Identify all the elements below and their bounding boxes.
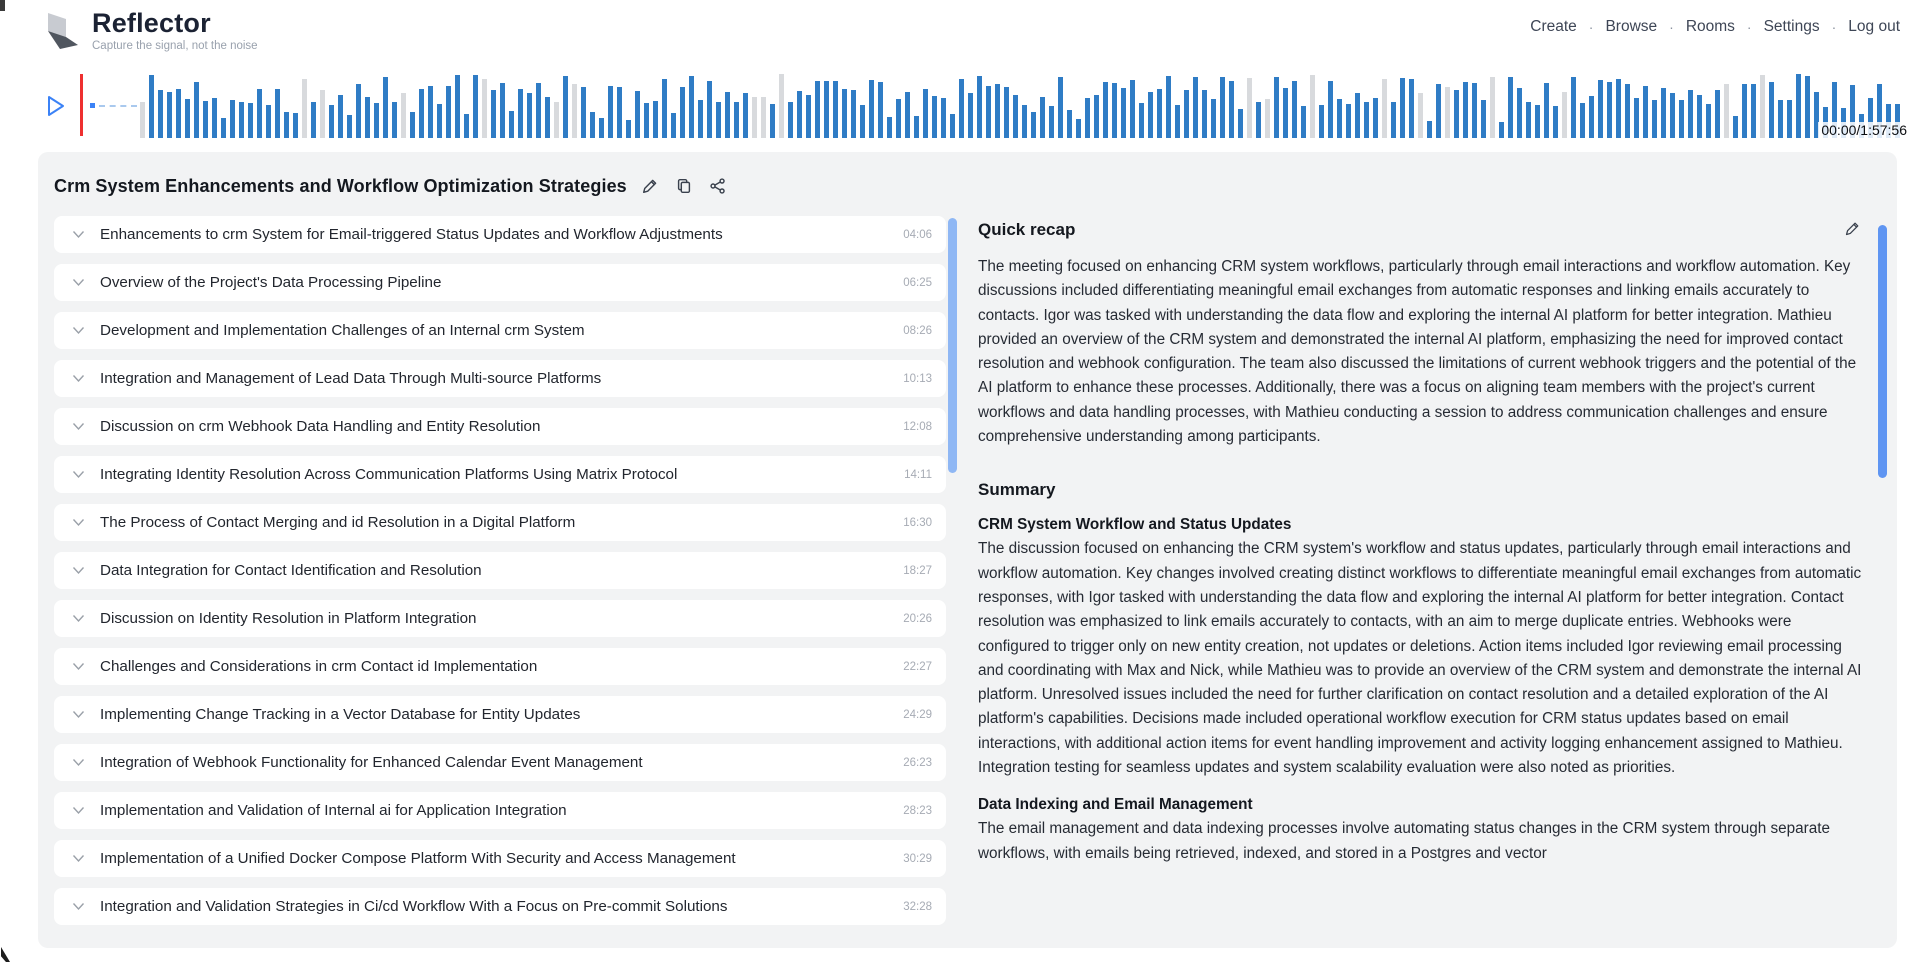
waveform-bar [347, 115, 352, 138]
waveform-bar [1454, 90, 1459, 138]
waveform-bar [779, 74, 784, 138]
waveform-bar [1058, 77, 1063, 138]
waveform-bar [1031, 112, 1036, 138]
waveform-bar [491, 90, 496, 138]
waveform-bar [1184, 90, 1189, 138]
waveform-bar [1481, 100, 1486, 138]
time-display: 00:00/1:57:56 [1818, 122, 1910, 138]
topic-row[interactable] [54, 648, 946, 685]
waveform-bar [653, 101, 658, 138]
waveform-bar [1517, 88, 1522, 138]
topic-timestamp: 04:06 [903, 228, 932, 241]
waveform-bar [419, 89, 424, 138]
waveform-bar [716, 102, 721, 138]
quick-recap-heading: Quick recap [978, 220, 1076, 239]
chevron-down-icon [72, 230, 85, 239]
topic-row[interactable] [54, 312, 946, 349]
waveform-bar [302, 79, 307, 138]
chevron-down-icon [72, 902, 85, 911]
waveform-bar [1391, 102, 1396, 138]
waveform-bar [1562, 92, 1567, 138]
waveform-bar [1202, 90, 1207, 138]
topic-title: Integration and Validation Strategies in Ci/cd Workflow With a Focus on Pre-commit Solutions [100, 898, 728, 915]
waveform-bar [842, 89, 847, 138]
waveform-bar [455, 75, 460, 138]
waveform-bar [1265, 99, 1270, 138]
waveform-bar [1337, 99, 1342, 138]
waveform-bar [833, 81, 838, 138]
waveform-bar [860, 105, 865, 138]
waveform-bar [185, 99, 190, 138]
waveform-bar [230, 100, 235, 138]
waveform-bar [959, 79, 964, 138]
waveform-bar [689, 76, 694, 138]
waveform-bar [1013, 95, 1018, 138]
waveform-bar [1121, 88, 1126, 138]
waveform-bar [1283, 88, 1288, 138]
waveform-bar [203, 101, 208, 138]
waveform-bar [1211, 99, 1216, 138]
waveform-bar [1706, 104, 1711, 138]
waveform-bar [815, 81, 820, 138]
edit-summary-button[interactable] [1844, 220, 1862, 238]
waveform-bar [923, 89, 928, 138]
waveform-bar [1076, 119, 1081, 138]
waveform-bar [1364, 102, 1369, 138]
waveform-bar [1445, 87, 1450, 138]
waveform-bar [1139, 103, 1144, 138]
section-heading: Data Indexing and Email Management [978, 796, 1253, 814]
chevron-down-icon [72, 326, 85, 335]
waveform-bar [1355, 93, 1360, 138]
waveform-bar [563, 76, 568, 138]
waveform-bar [797, 91, 802, 138]
waveform-bar [1292, 81, 1297, 138]
waveform-bar [698, 100, 703, 138]
section-text: The email management and data indexing processes involve automating status changes in the CRM system through separate workflows, with emails being retrieved, indexed, and stored in a Postgres and vector [978, 820, 1831, 862]
waveform-bar [707, 81, 712, 138]
waveform-bar [752, 97, 757, 138]
waveform-bar [914, 116, 919, 138]
topic-row[interactable] [54, 456, 946, 493]
brand [36, 8, 258, 54]
topic-timestamp: 26:23 [903, 756, 932, 769]
screen-artifact [1, 947, 10, 962]
waveform-bar [968, 93, 973, 138]
waveform-bar [527, 93, 532, 138]
quick-recap-text: The meeting focused on enhancing CRM system workflows, particularly through email interactions and workflow automation. Key discussions included differentiating meaningful email exchanges from automatic responses and linking emails accurately to contacts. Igor was tasked with understanding the data flow and exploring the internal AI platform for better integration. Mathieu provided an overview of the CRM system and demonstrated the internal AI platform, emphasizing the need for improved contact resolution and webhook configuration. The team also discussed the limitations of current webhook triggers and the potential of the AI platform to enhance these processes. Additionally, there was a focus on aligning team members with the project's current workflows and data handling processes, with Mathieu conducting a session to address communication challenges and ensure comprehensive understanding among participants. [978, 258, 1857, 446]
pencil-icon [641, 177, 659, 195]
copy-icon [675, 177, 693, 195]
waveform-bar [1769, 82, 1774, 138]
waveform-bar [257, 89, 262, 138]
waveform-bar [887, 117, 892, 138]
waveform-bar [1112, 83, 1117, 138]
waveform-bar [1463, 82, 1468, 138]
waveform-bar [1319, 105, 1324, 138]
nav-link-settings[interactable]: Settings [1763, 18, 1820, 35]
waveform-bar [1049, 106, 1054, 138]
waveform-bar [1625, 84, 1630, 138]
summary-heading: Summary [978, 480, 1056, 500]
waveform-bar [1787, 100, 1792, 138]
nav-separator: · [1831, 19, 1837, 35]
waveform-bar [617, 87, 622, 138]
waveform-bar [671, 113, 676, 138]
app-title: Reflector [92, 8, 211, 38]
waveform-bar [482, 79, 487, 138]
waveform-bar [374, 103, 379, 138]
waveform-bar [329, 105, 334, 138]
waveform-bar [1508, 77, 1513, 138]
topic-row[interactable] [54, 600, 946, 637]
waveform-bar [338, 95, 343, 138]
waveform-bar [878, 82, 883, 138]
waveform-bar [1436, 84, 1441, 138]
chevron-down-icon [72, 710, 85, 719]
waveform-bar [1589, 96, 1594, 138]
summary-scrollbar[interactable] [1878, 225, 1887, 478]
chevron-down-icon [72, 470, 85, 479]
recording-title: Crm System Enhancements and Workflow Optimization Strategies [54, 176, 627, 196]
topic-timestamp: 18:27 [903, 564, 932, 577]
waveform-bar [995, 84, 1000, 138]
waveform-bar [1130, 80, 1135, 138]
topic-row[interactable] [54, 792, 946, 829]
chevron-down-icon [72, 854, 85, 863]
waveform-bar [365, 97, 370, 138]
waveform-bar [1040, 97, 1045, 138]
waveform-bar [1409, 79, 1414, 138]
waveform-bar [851, 90, 856, 138]
nav-link-rooms[interactable]: Rooms [1685, 18, 1735, 35]
waveform-bar [1256, 102, 1261, 138]
waveform-bar [392, 102, 397, 138]
waveform-bar [986, 86, 991, 138]
waveform-bar [590, 112, 595, 138]
waveform-bar [1499, 122, 1504, 138]
nav-link-log-out[interactable]: Log out [1848, 18, 1900, 35]
waveform-bar [1085, 98, 1090, 138]
waveform-bar [311, 102, 316, 138]
topic-timestamp: 08:26 [903, 324, 932, 337]
waveform-bar [554, 102, 559, 138]
main-nav [1530, 18, 1900, 36]
topic-title: Implementation and Validation of Internal ai for Application Integration [100, 802, 567, 819]
summary-section [978, 793, 1862, 866]
waveform-bar [140, 102, 145, 138]
waveform-bar [869, 80, 874, 138]
waveform-bar [788, 102, 793, 138]
topic-title: Enhancements to crm System for Email-triggered Status Updates and Workflow Adjustments [100, 226, 723, 243]
waveform-bar [662, 79, 667, 138]
edit-title-button[interactable] [641, 177, 661, 197]
waveform-bar [545, 97, 550, 138]
waveform-bar [1274, 77, 1279, 138]
reflector-logo-icon [36, 8, 82, 54]
topic-row[interactable] [54, 888, 946, 925]
topic-timestamp: 30:29 [903, 852, 932, 865]
pencil-icon [1844, 220, 1861, 237]
waveform-bar [734, 102, 739, 138]
chevron-down-icon [72, 278, 85, 287]
waveform-bar [770, 104, 775, 138]
waveform-bar [1571, 77, 1576, 138]
topic-row[interactable] [54, 504, 946, 541]
waveform-bar [626, 120, 631, 138]
waveform-bar [1490, 77, 1495, 138]
waveform-bar [1382, 79, 1387, 138]
waveform-bar [293, 113, 298, 138]
waveform-bar [1634, 98, 1639, 138]
topic-timestamp: 20:26 [903, 612, 932, 625]
waveform-bar [1247, 78, 1252, 138]
waveform-bar [221, 118, 226, 138]
waveform-bar [167, 92, 172, 138]
topic-timestamp: 14:11 [904, 468, 932, 481]
nav-link-create[interactable]: Create [1530, 18, 1577, 35]
topic-title: Development and Implementation Challenges of an Internal crm System [100, 322, 585, 339]
waveform-bar [599, 118, 604, 138]
waveform-dot [90, 103, 95, 108]
waveform-bar [1724, 84, 1729, 138]
waveform-bar [1607, 82, 1612, 138]
waveform-bar [905, 92, 910, 138]
waveform-bar [1760, 75, 1765, 138]
waveform-bar [248, 103, 253, 138]
waveform-bar [635, 91, 640, 138]
summary-section [978, 513, 1862, 780]
chevron-down-icon [72, 758, 85, 767]
waveform-bar [239, 102, 244, 138]
topic-row[interactable] [54, 744, 946, 781]
waveform-bar [1157, 89, 1162, 138]
waveform-bar [1733, 116, 1738, 138]
waveform-bar [1472, 83, 1477, 138]
waveform-bar [1022, 105, 1027, 138]
waveform-bar [284, 112, 289, 138]
waveform-bar [1328, 81, 1333, 138]
waveform[interactable] [140, 74, 1904, 138]
waveform-bar [1229, 81, 1234, 138]
waveform-bar [383, 77, 388, 138]
waveform-bar [401, 93, 406, 138]
summary-sections [978, 513, 1862, 866]
waveform-bar [608, 86, 613, 138]
topic-row[interactable] [54, 360, 946, 397]
topic-title: Overview of the Project's Data Processing Pipeline [100, 274, 442, 291]
share-button[interactable] [709, 177, 729, 197]
topic-title: Data Integration for Contact Identification and Resolution [100, 562, 482, 579]
waveform-bar [806, 95, 811, 138]
topic-timestamp: 32:28 [903, 900, 932, 913]
waveform-bar [1535, 105, 1540, 138]
topic-timestamp: 06:25 [903, 276, 932, 289]
waveform-bar [500, 83, 505, 138]
waveform-bar [725, 92, 730, 138]
audio-player [0, 70, 1924, 142]
waveform-bar [1427, 121, 1432, 138]
waveform-bar [824, 81, 829, 138]
topic-title: Integrating Identity Resolution Across Communication Platforms Using Matrix Protocol [100, 466, 678, 483]
topic-list-scrollbar[interactable] [948, 218, 957, 473]
quick-recap-header [978, 220, 1862, 240]
chevron-down-icon [72, 374, 85, 383]
waveform-bar [1220, 77, 1225, 138]
waveform-bar [680, 87, 685, 138]
waveform-bar [1580, 103, 1585, 138]
waveform-bar [1805, 76, 1810, 138]
app-header [0, 0, 1924, 62]
waveform-bar [536, 83, 541, 138]
waveform-bar [1301, 106, 1306, 138]
waveform-bar [1652, 100, 1657, 138]
waveform-bar [1373, 98, 1378, 138]
waveform-bar [932, 96, 937, 138]
waveform-bar [581, 87, 586, 138]
chevron-down-icon [72, 566, 85, 575]
waveform-bar [1616, 79, 1621, 138]
chevron-down-icon [72, 662, 85, 671]
topic-timestamp: 24:29 [903, 708, 932, 721]
waveform-bar [941, 98, 946, 138]
waveform-bar [1346, 104, 1351, 138]
chevron-down-icon [72, 518, 85, 527]
waveform-bar [212, 98, 217, 138]
waveform-bar [761, 97, 766, 138]
chevron-down-icon [72, 614, 85, 623]
waveform-bar [464, 114, 469, 138]
waveform-quiet-segment [99, 105, 137, 107]
waveform-bar [1166, 76, 1171, 138]
share-icon [709, 177, 727, 195]
recording-card [38, 152, 1897, 948]
waveform-bar [356, 84, 361, 138]
nav-separator: · [1746, 19, 1752, 35]
waveform-bar [410, 112, 415, 138]
playhead-cursor[interactable] [80, 74, 83, 136]
nav-link-browse[interactable]: Browse [1605, 18, 1658, 35]
topic-timestamp: 28:23 [903, 804, 932, 817]
waveform-bar [977, 76, 982, 138]
waveform-bar [1643, 86, 1648, 138]
topic-timestamp: 16:30 [903, 516, 932, 529]
topic-row[interactable] [54, 840, 946, 877]
brand-text [92, 8, 258, 54]
topic-title: Integration of Webhook Functionality for Enhanced Calendar Event Management [100, 754, 643, 771]
chevron-down-icon [72, 422, 85, 431]
waveform-bar [644, 103, 649, 138]
waveform-bar [428, 86, 433, 138]
waveform-bar [266, 105, 271, 138]
waveform-bar [1148, 92, 1153, 138]
section-heading: CRM System Workflow and Status Updates [978, 516, 1292, 534]
topic-title: Discussion on Identity Resolution in Platform Integration [100, 610, 477, 627]
topic-title: Implementation of a Unified Docker Compose Platform With Security and Access Management [100, 850, 736, 867]
waveform-bar [158, 90, 163, 138]
topic-title: Implementing Change Tracking in a Vector Database for Entity Updates [100, 706, 581, 723]
summary-panel [978, 220, 1862, 948]
topic-row[interactable] [54, 264, 946, 301]
waveform-bar [1418, 93, 1423, 138]
waveform-bar [1526, 102, 1531, 138]
waveform-bar [1193, 77, 1198, 138]
waveform-bar [1661, 88, 1666, 138]
nav-separator: · [1669, 19, 1674, 35]
waveform-bar [896, 99, 901, 138]
waveform-bar [275, 89, 280, 138]
waveform-bar [1715, 90, 1720, 138]
topic-row[interactable] [54, 216, 946, 253]
waveform-bar [1103, 82, 1108, 138]
topic-list [54, 216, 946, 936]
waveform-bar [1742, 84, 1747, 138]
play-button[interactable] [46, 95, 66, 117]
topic-timestamp: 12:08 [903, 420, 932, 433]
section-text: The discussion focused on enhancing the CRM system's workflow and status updates, particularly through email interactions and workflow automation. Key changes involved creating distinct workflows to differentiate meaningful email exchanges from automatic responses, with Igor tasked with understanding the data flow and exploring the internal AI platform for better integration. Contact resolution was emphasized to link emails accurately to contacts, with an aim to merge duplicate entries. Webhooks were configured to trigger only on new entity creation, not updates or deletions. Action items included Igor reviewing email processing and coordinating with Max and Nick, while Mathieu was to provide an overview of the CRM system and demonstrate the internal AI platform. Unresolved issues included the need for further clarification on contact resolution and a detailed exploration of the AI platform's capabilities. Decisions made included operational workflow execution for CRM status updates based on email interactions, with additional action items for event handling improvement and activity logging enhancement assigned to Mathieu. Integration testing for seamless updates and system scalability evaluation were also noted as priorities. [978, 540, 1862, 777]
waveform-bar [743, 93, 748, 138]
waveform-bar [1688, 90, 1693, 138]
waveform-bar [1697, 95, 1702, 138]
waveform-bar [1238, 109, 1243, 138]
waveform-bar [176, 89, 181, 138]
waveform-bar [1310, 75, 1315, 138]
waveform-bar [437, 104, 442, 138]
topic-title: Challenges and Considerations in crm Contact id Implementation [100, 658, 538, 675]
topic-title: The Process of Contact Merging and id Resolution in a Digital Platform [100, 514, 576, 531]
topic-row[interactable] [54, 696, 946, 733]
waveform-bar [572, 84, 577, 138]
topic-title: Integration and Management of Lead Data Through Multi-source Platforms [100, 370, 602, 387]
waveform-bar [1598, 80, 1603, 138]
waveform-bar [1796, 74, 1801, 138]
waveform-bar [1400, 78, 1405, 138]
waveform-bar [320, 90, 325, 138]
topic-timestamp: 10:13 [903, 372, 932, 385]
app-tagline: Capture the signal, not the noise [92, 40, 258, 52]
waveform-bar [1094, 95, 1099, 138]
waveform-bar [194, 82, 199, 138]
waveform-bar [1004, 87, 1009, 138]
waveform-bar [1067, 110, 1072, 138]
waveform-bar [1553, 106, 1558, 138]
waveform-bar [950, 114, 955, 138]
topic-row[interactable] [54, 552, 946, 589]
waveform-bar [473, 75, 478, 138]
waveform-bar [1778, 100, 1783, 138]
waveform-bar [1751, 84, 1756, 138]
waveform-bar [518, 89, 523, 138]
topic-timestamp: 22:27 [903, 660, 932, 673]
chevron-down-icon [72, 806, 85, 815]
waveform-bar [446, 86, 451, 138]
topic-title: Discussion on crm Webhook Data Handling and Entity Resolution [100, 418, 541, 435]
waveform-bar [1670, 93, 1675, 138]
waveform-bar [509, 111, 514, 138]
waveform-bar [1544, 83, 1549, 138]
waveform-bar [1175, 105, 1180, 138]
recording-title-row [54, 176, 729, 197]
nav-separator: · [1588, 19, 1594, 35]
waveform-bar [149, 75, 154, 138]
topic-row[interactable] [54, 408, 946, 445]
copy-title-button[interactable] [675, 177, 695, 197]
waveform-bar [1679, 100, 1684, 138]
